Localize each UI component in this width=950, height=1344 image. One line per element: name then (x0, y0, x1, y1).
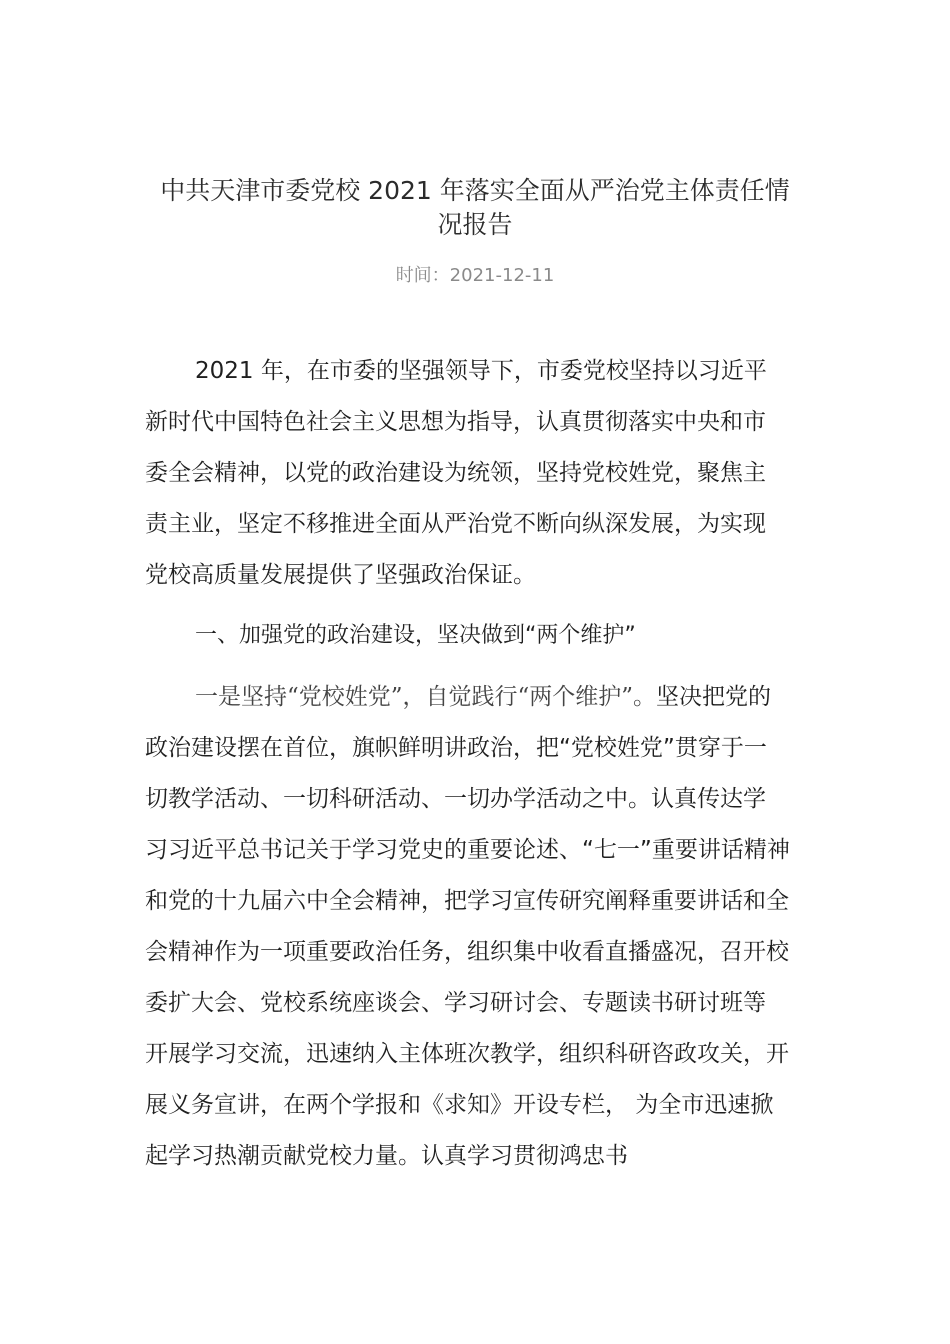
paragraph-lead-phrase: 一是坚持“党校姓党”，自觉践行“两个维护”。 (195, 684, 657, 710)
section-heading-text: 一、加强党的政治建设，坚决做到“两个维护” (195, 623, 636, 648)
paragraph-line: 习习近平总书记关于学习党史的重要论述、“七一”重要讲话精神 (145, 837, 790, 863)
paragraph-line: 2021 年，在市委的坚强领导下，市委党校坚持以习近平 (195, 358, 767, 384)
paragraph-line: 党校高质量发展提供了坚强政治保证。 (145, 562, 536, 588)
paragraph-line: 政治建设摆在首位，旗帜鲜明讲政治，把“党校姓党”贯穿于一 (145, 735, 767, 761)
paragraph-section-1 (145, 672, 813, 1182)
paragraph-line: 新时代中国特色社会主义思想为指导，认真贯彻落实中央和市 (145, 409, 766, 435)
paragraph-lead-rest: 坚决把党的 (656, 684, 772, 710)
paragraph-lead-line (145, 672, 813, 723)
section-heading-1 (145, 610, 813, 661)
title-line-1: 中共天津市委党校 2021 年落实全面从严治党主体责任情 (160, 176, 790, 205)
paragraph-line: 委扩大会、党校系统座谈会、学习研讨会、专题读书研讨班等 (145, 990, 766, 1016)
paragraph-line: 会精神作为一项重要政治任务，组织集中收看直播盛况，召开校 (145, 939, 789, 965)
publish-date: 时间：2021-12-11 (395, 265, 555, 286)
paragraph-line: 起学习热潮贡献党校力量。认真学习贯彻鸿忠书 (145, 1143, 628, 1169)
paragraph-line: 委全会精神，以党的政治建设为统领，坚持党校姓党，聚焦主 (145, 460, 766, 486)
paragraph-line: 展义务宣讲，在两个学报和《求知》开设专栏， 为全市迅速掀 (145, 1092, 774, 1118)
paragraph-intro (145, 346, 813, 601)
paragraph-line: 切教学活动、一切科研活动、一切办学活动之中。认真传达学 (145, 786, 766, 812)
title-line-2: 况报告 (437, 210, 513, 239)
paragraph-line: 和党的十九届六中全会精神，把学习宣传研究阐释重要讲话和全 (145, 888, 789, 914)
paragraph-line: 责主业，坚定不移推进全面从严治党不断向纵深发展，为实现 (145, 511, 766, 537)
document-title (120, 174, 830, 242)
paragraph-line: 开展学习交流，迅速纳入主体班次教学，组织科研咨政攻关，开 (145, 1041, 789, 1067)
